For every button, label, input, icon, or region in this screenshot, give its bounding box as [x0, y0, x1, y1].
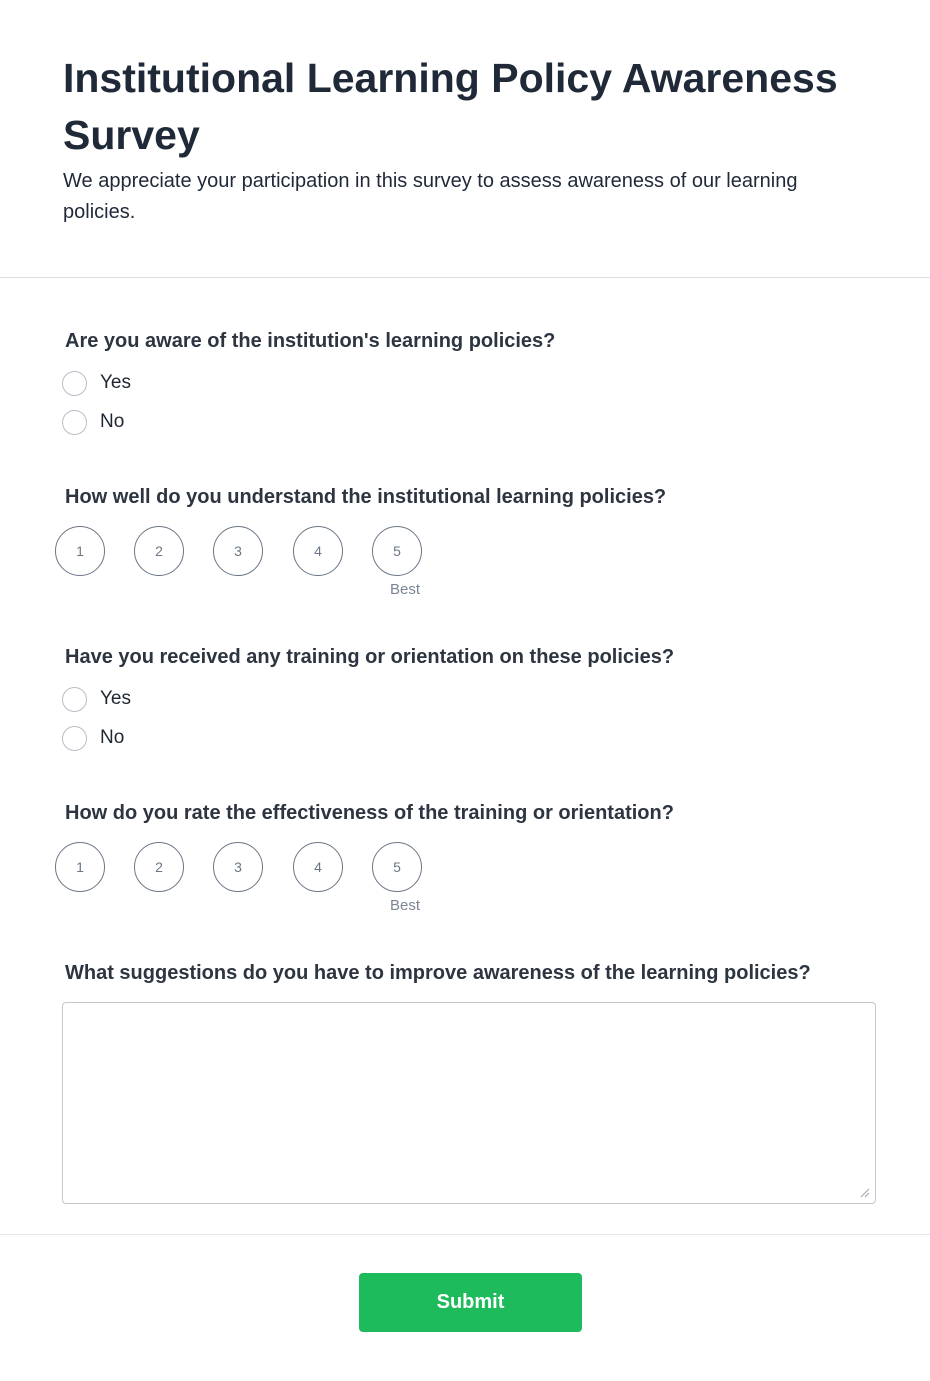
radio-button[interactable]	[62, 410, 87, 435]
q2-rating-4-button[interactable]: 4	[293, 526, 343, 576]
survey-header	[0, 0, 930, 278]
q3-option-no[interactable]	[62, 725, 124, 751]
page-title: Institutional Learning Policy Awareness Survey	[63, 55, 838, 158]
option-label: No	[100, 411, 125, 432]
q2-best-label: Best	[390, 581, 421, 598]
q1-option-no[interactable]	[62, 409, 124, 435]
suggestions-textarea[interactable]	[62, 1002, 876, 1204]
question-5-label: What suggestions do you have to improve awareness of the learning policies?	[65, 962, 811, 984]
q1-option-yes[interactable]	[62, 370, 131, 396]
q4-rating-4-button[interactable]: 4	[293, 842, 343, 892]
q3-option-yes[interactable]	[62, 686, 131, 712]
resize-handle-icon[interactable]	[858, 1186, 870, 1198]
q4-rating-5-button[interactable]: 5	[372, 842, 422, 892]
question-4-label: How do you rate the effectiveness of the training or orientation?	[65, 802, 674, 824]
q4-best-label: Best	[390, 897, 421, 914]
option-label: Yes	[100, 688, 131, 709]
q2-rating-3-button[interactable]: 3	[213, 526, 263, 576]
submit-button[interactable]: Submit	[359, 1273, 582, 1332]
question-2-label: How well do you understand the institutional learning policies?	[65, 486, 667, 508]
q2-rating-2-button[interactable]: 2	[134, 526, 184, 576]
option-label: No	[100, 727, 125, 748]
radio-button[interactable]	[62, 371, 87, 396]
radio-button[interactable]	[62, 687, 87, 712]
q4-rating-3-button[interactable]: 3	[213, 842, 263, 892]
footer-divider	[0, 1234, 930, 1235]
radio-button[interactable]	[62, 726, 87, 751]
question-1-label: Are you aware of the institution's learning policies?	[65, 330, 556, 352]
q2-rating-5-button[interactable]: 5	[372, 526, 422, 576]
option-label: Yes	[100, 372, 131, 393]
question-3-label: Have you received any training or orientation on these policies?	[65, 646, 675, 668]
q2-rating-1-button[interactable]: 1	[55, 526, 105, 576]
q4-rating-1-button[interactable]: 1	[55, 842, 105, 892]
q4-rating-2-button[interactable]: 2	[134, 842, 184, 892]
page-subtitle: We appreciate your participation in this survey to assess awareness of our learning policies.	[63, 170, 798, 223]
